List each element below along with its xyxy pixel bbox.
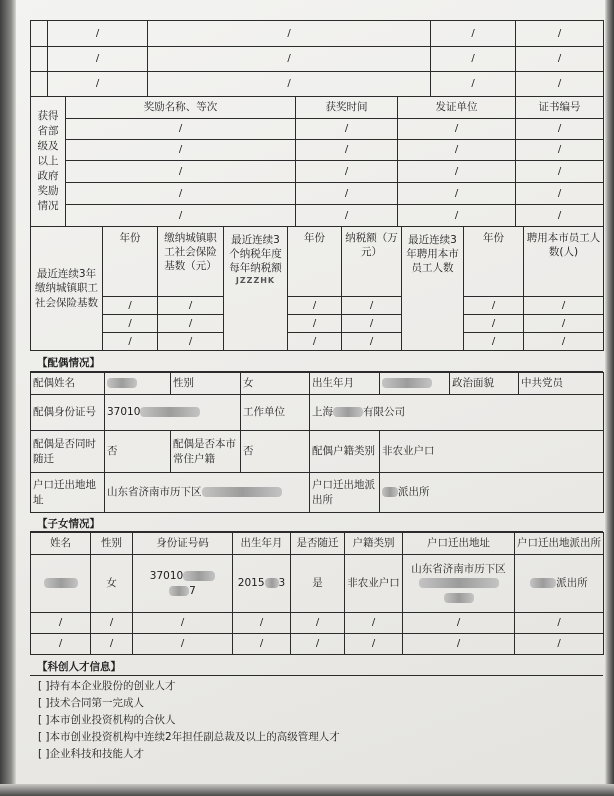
- spouse-hukou-type-label: 配偶户籍类别: [310, 431, 380, 473]
- cell: /: [431, 21, 516, 47]
- cell: /: [158, 297, 224, 315]
- cell: /: [398, 140, 516, 161]
- cell: /: [516, 183, 604, 205]
- section-title: 【配偶情况】: [37, 357, 100, 369]
- spouse-employer-label: 工作单位: [241, 395, 310, 431]
- section-title: 【科创人才信息】: [37, 661, 121, 673]
- awards-header-time: 获奖时间: [296, 97, 398, 119]
- top-row: [31, 47, 604, 72]
- cell: /: [133, 634, 233, 655]
- spouse-resident-label: 配偶是否本市常住户籍: [171, 431, 241, 473]
- cell: /: [103, 315, 158, 333]
- cell: /: [515, 634, 604, 655]
- children-header-gender: 性别: [91, 533, 133, 555]
- cell: /: [516, 47, 604, 72]
- cell: /: [31, 613, 91, 634]
- spouse-moveout-police-label: 户口迁出地派出所: [310, 473, 380, 513]
- spouse-moveout-addr-label: 户口迁出地地址: [31, 473, 105, 513]
- cell: /: [233, 634, 291, 655]
- tax-header-year1: 年份: [103, 227, 158, 297]
- cell: /: [403, 613, 515, 634]
- spouse-moveout-addr-value: 山东省济南市历下区: [105, 473, 310, 513]
- spouse-name-label: 配偶姓名: [31, 373, 105, 395]
- section-title: 【子女情况】: [37, 518, 100, 530]
- tax-header-taxes: 最近连续3个纳税年度每年纳税额 JZZZHK: [224, 227, 288, 351]
- spouse-birth-label: 出生年月: [310, 373, 380, 395]
- redacted: [382, 378, 432, 388]
- cell: /: [48, 21, 148, 47]
- table-row: [31, 297, 604, 315]
- spouse-accompany-value: 否: [105, 431, 171, 473]
- talent-option-shareholder[interactable]: [ ]持有本企业股份的创业人才: [38, 680, 176, 692]
- child-gender: 女: [91, 555, 133, 613]
- watermark: JZZZHK: [235, 275, 276, 285]
- table-row: [31, 634, 604, 655]
- cell: /: [516, 72, 604, 97]
- cell: /: [398, 161, 516, 183]
- spouse-moveout-police-value: 派出所: [380, 473, 604, 513]
- cell: /: [296, 140, 398, 161]
- child-police: 派出所: [515, 555, 604, 613]
- redacted: [419, 578, 499, 588]
- cell: /: [398, 183, 516, 205]
- cell: /: [148, 47, 431, 72]
- cell: /: [31, 634, 91, 655]
- children-header-address: 户口迁出地址: [403, 533, 515, 555]
- table-row: [31, 613, 604, 634]
- cell: /: [296, 205, 398, 227]
- redacted: [444, 593, 474, 603]
- spouse-accompany-label: 配偶是否同时随迁: [31, 431, 105, 473]
- spouse-political-value: 中共党员: [519, 373, 604, 395]
- children-header-name: 姓名: [31, 533, 91, 555]
- cell: /: [516, 205, 604, 227]
- table-row: [31, 555, 604, 613]
- tax-header-year3: 年份: [464, 227, 524, 297]
- cell: /: [516, 119, 604, 140]
- cell: /: [464, 297, 524, 315]
- tax-header-employees: 最近连续3年聘用本市员工人数: [402, 227, 464, 351]
- cell: /: [516, 21, 604, 47]
- cell: /: [66, 119, 296, 140]
- spouse-id-value: 37010: [105, 395, 241, 431]
- child-hukou-type: 非农业户口: [345, 555, 403, 613]
- table-row: [31, 205, 604, 227]
- tax-header-insurance: 最近连续3年缴纳城镇职工社会保险基数: [31, 227, 103, 351]
- awards-header-name: 奖励名称、等次: [66, 97, 296, 119]
- spouse-name-value: [105, 373, 171, 395]
- cell: /: [103, 333, 158, 351]
- cell: /: [464, 333, 524, 351]
- children-header-police: 户口迁出地派出所: [515, 533, 604, 555]
- redacted: [382, 487, 398, 497]
- talent-section-header: [30, 654, 603, 676]
- cell: /: [342, 315, 402, 333]
- awards-side-label: 获得 省部 级及 以上 政府 奖励 情况: [31, 97, 66, 227]
- cell: /: [158, 315, 224, 333]
- talent-option-tech-contract[interactable]: [ ]技术合同第一完成人: [38, 697, 145, 709]
- spouse-gender-value: 女: [241, 373, 310, 395]
- redacted: [169, 586, 189, 596]
- redacted: [183, 571, 215, 581]
- talent-option-vc-executive[interactable]: [ ]本市创业投资机构中连续2年担任副总裁及以上的高级管理人才: [38, 731, 340, 743]
- tax-header-employee-count: 聘用本市员工人数(人): [524, 227, 604, 297]
- cell: /: [288, 315, 342, 333]
- spouse-gender-label: 性别: [171, 373, 241, 395]
- cell: /: [345, 613, 403, 634]
- awards-header-cert: 证书编号: [516, 97, 604, 119]
- cell: /: [398, 119, 516, 140]
- spouse-birth-value: [380, 373, 450, 395]
- table-row: [31, 333, 604, 351]
- cell: /: [296, 161, 398, 183]
- child-address: 山东省济南市历下区: [403, 555, 515, 613]
- redacted: [140, 407, 200, 417]
- cell: /: [342, 297, 402, 315]
- redacted: [107, 378, 137, 388]
- spouse-hukou-type-value: 非农业户口: [380, 431, 604, 473]
- redacted: [44, 578, 78, 588]
- children-section-header: [30, 512, 603, 532]
- cell: /: [524, 297, 604, 315]
- cell: /: [296, 183, 398, 205]
- redacted: [333, 407, 363, 417]
- cell: /: [431, 47, 516, 72]
- cell: /: [403, 634, 515, 655]
- redacted: [265, 578, 279, 588]
- cell: /: [48, 72, 148, 97]
- cell: /: [91, 613, 133, 634]
- cell: /: [148, 21, 431, 47]
- cell: /: [431, 72, 516, 97]
- table-row: [31, 140, 604, 161]
- spouse-table: [30, 372, 604, 513]
- top-row: [31, 21, 604, 47]
- page-shadow-left: [0, 0, 16, 796]
- children-header-accompany: 是否随迁: [291, 533, 345, 555]
- child-birth: 2015 3: [233, 555, 291, 613]
- cell: /: [133, 613, 233, 634]
- cell: /: [464, 315, 524, 333]
- children-header-birth: 出生年月: [233, 533, 291, 555]
- children-table: [30, 532, 604, 655]
- cell: /: [516, 161, 604, 183]
- redacted: [530, 578, 556, 588]
- cell: /: [288, 333, 342, 351]
- table-row: [31, 183, 604, 205]
- tax-table: [30, 226, 604, 351]
- cell: /: [48, 47, 148, 72]
- talent-option-tech-skill[interactable]: [ ]企业科技和技能人才: [38, 748, 145, 760]
- cell: /: [66, 161, 296, 183]
- cell: /: [66, 183, 296, 205]
- cell: /: [524, 315, 604, 333]
- spouse-political-label: 政治面貌: [450, 373, 519, 395]
- top-row: [31, 72, 604, 97]
- cell: /: [342, 333, 402, 351]
- page-shadow-right: [605, 0, 614, 796]
- cell: /: [91, 634, 133, 655]
- talent-option-vc-partner[interactable]: [ ]本市创业投资机构的合伙人: [38, 714, 176, 726]
- cell: /: [524, 333, 604, 351]
- awards-header-issuer: 发证单位: [398, 97, 516, 119]
- cell: /: [66, 205, 296, 227]
- cell: /: [515, 613, 604, 634]
- children-header-hukou-type: 户籍类别: [345, 533, 403, 555]
- cell: /: [158, 333, 224, 351]
- child-accompany: 是: [291, 555, 345, 613]
- spouse-section-header: [30, 350, 603, 372]
- table-row: [31, 119, 604, 140]
- cell: /: [233, 613, 291, 634]
- tax-header-tax-amount: 纳税额（万元）: [342, 227, 402, 297]
- cell: /: [291, 634, 345, 655]
- talent-options: [30, 678, 603, 763]
- cell: /: [296, 119, 398, 140]
- cell: /: [148, 72, 431, 97]
- spouse-id-label: 配偶身份证号: [31, 395, 105, 431]
- cell: /: [103, 297, 158, 315]
- tax-header-insurance-base: 缴纳城镇职工社会保险基数（元）: [158, 227, 224, 297]
- spouse-resident-value: 否: [241, 431, 310, 473]
- table-row: [31, 161, 604, 183]
- top-rows-table: [30, 20, 604, 97]
- child-name: [31, 555, 91, 613]
- cell: /: [398, 205, 516, 227]
- cell: /: [345, 634, 403, 655]
- cell: /: [291, 613, 345, 634]
- cell: /: [66, 140, 296, 161]
- table-row: [31, 315, 604, 333]
- awards-table: [30, 96, 604, 227]
- spouse-employer-value: 上海 有限公司: [310, 395, 604, 431]
- page-shadow-bottom: [0, 784, 614, 796]
- redacted: [202, 487, 282, 497]
- tax-header-year2: 年份: [288, 227, 342, 297]
- cell: /: [516, 140, 604, 161]
- cell: /: [288, 297, 342, 315]
- children-header-id: 身份证号码: [133, 533, 233, 555]
- child-id: 37010 7: [133, 555, 233, 613]
